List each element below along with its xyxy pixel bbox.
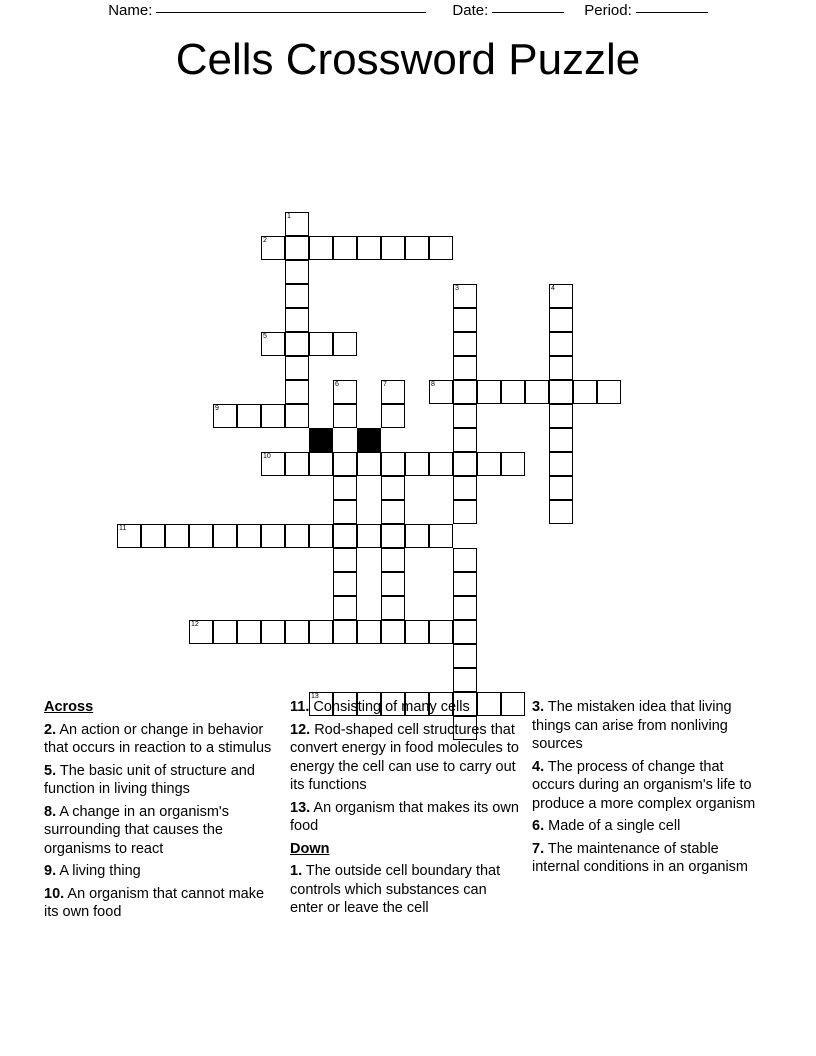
crossword-cell[interactable] [477, 452, 501, 476]
crossword-cell[interactable] [333, 404, 357, 428]
crossword-cell[interactable] [285, 284, 309, 308]
period-blank-line [636, 12, 708, 13]
crossword-cell[interactable] [285, 404, 309, 428]
crossword-cell[interactable] [549, 308, 573, 332]
crossword-cell[interactable] [429, 236, 453, 260]
clue-number: 8. [44, 803, 57, 820]
date-blank-line [492, 12, 564, 13]
clue-number: 10. [44, 885, 65, 902]
crossword-cell[interactable] [381, 572, 405, 596]
clue-number: 7. [532, 840, 545, 857]
clue-text: The mistaken idea that living things can arise from nonliving sources [532, 699, 732, 753]
crossword-cell[interactable] [453, 596, 477, 620]
crossword-cell[interactable] [549, 476, 573, 500]
crossword-cell[interactable] [453, 548, 477, 572]
clues-column-2 [286, 698, 528, 926]
crossword-cell[interactable] [549, 500, 573, 524]
crossword-cell[interactable] [357, 452, 381, 476]
clue-item [532, 817, 760, 836]
cell-number: 4 [551, 285, 555, 292]
cell-number: 2 [263, 237, 267, 244]
crossword-cell[interactable] [381, 452, 405, 476]
date-label: Date: [452, 2, 489, 19]
clue-text: A change in an organism's surrounding that causes the organisms to react [44, 803, 229, 857]
clue-number: 12. [290, 721, 311, 738]
crossword-cell[interactable] [261, 236, 285, 260]
crossword-cell[interactable] [309, 236, 333, 260]
cell-number: 12 [191, 621, 199, 628]
crossword-cell[interactable] [453, 308, 477, 332]
crossword-cell[interactable] [549, 404, 573, 428]
crossword-cell[interactable] [429, 452, 453, 476]
crossword-cell[interactable] [285, 380, 309, 404]
crossword-cell[interactable] [405, 452, 429, 476]
cell-number: 9 [215, 405, 219, 412]
page-title: Cells Crossword Puzzle [175, 35, 641, 84]
crossword-cell[interactable] [453, 452, 477, 476]
clues-column-3 [528, 698, 768, 926]
crossword-cell[interactable] [309, 332, 333, 356]
crossword-cell[interactable] [381, 596, 405, 620]
clue-text: Consisting of many cells [309, 699, 470, 715]
crossword-cell[interactable] [213, 404, 237, 428]
clue-text: Made of a single cell [544, 818, 681, 835]
crossword-cell[interactable] [261, 332, 285, 356]
crossword-cell[interactable] [381, 380, 405, 404]
crossword-cell[interactable] [189, 524, 213, 548]
crossword-cell[interactable] [453, 428, 477, 452]
crossword-cell[interactable] [165, 524, 189, 548]
crossword-cell[interactable] [357, 620, 381, 644]
clue-item [44, 721, 278, 758]
crossword-cell[interactable] [261, 524, 285, 548]
crossword-cell[interactable] [453, 620, 477, 644]
clues-section [44, 698, 784, 926]
crossword-cell[interactable] [381, 236, 405, 260]
crossword-cell[interactable] [381, 548, 405, 572]
clue-item [290, 698, 520, 717]
crossword-cell[interactable] [597, 380, 621, 404]
crossword-cell[interactable] [333, 500, 357, 524]
crossword-cell[interactable] [237, 524, 261, 548]
crossword-cell[interactable] [333, 548, 357, 572]
crossword-cell[interactable] [213, 524, 237, 548]
clue-text: An organism that cannot make its own food [44, 885, 265, 921]
clue-number: 13. [290, 799, 311, 816]
crossword-cell[interactable] [261, 452, 285, 476]
crossword-cell[interactable] [549, 428, 573, 452]
crossword-cell[interactable] [381, 404, 405, 428]
name-blank-line [156, 12, 426, 13]
clue-number: 5. [44, 762, 57, 779]
crossword-block [309, 428, 333, 452]
crossword-cell[interactable] [117, 524, 141, 548]
cell-number: 8 [431, 381, 435, 388]
clue-item [44, 762, 278, 799]
name-label: Name: [108, 2, 153, 19]
clue-number: 3. [532, 699, 545, 715]
crossword-cell[interactable] [285, 356, 309, 380]
clue-number: 1. [290, 863, 303, 880]
crossword-cell[interactable] [285, 260, 309, 284]
cell-number: 11 [119, 525, 127, 532]
crossword-cell[interactable] [333, 380, 357, 404]
crossword-cell[interactable] [453, 572, 477, 596]
crossword-cell[interactable] [549, 284, 573, 308]
clue-text: The outside cell boundary that controls which substances can enter or leave the cell [290, 863, 501, 917]
crossword-cell[interactable] [573, 380, 597, 404]
crossword-cell[interactable] [549, 356, 573, 380]
crossword-cell[interactable] [285, 332, 309, 356]
clue-item [44, 803, 278, 859]
clue-item [44, 885, 278, 922]
crossword-cell[interactable] [333, 572, 357, 596]
crossword-cell[interactable] [549, 452, 573, 476]
clue-item [44, 862, 278, 881]
cell-number: 3 [455, 285, 459, 292]
clue-item [532, 698, 760, 754]
crossword-cell[interactable] [405, 524, 429, 548]
clue-number: 4. [532, 758, 545, 775]
crossword-cell[interactable] [405, 236, 429, 260]
crossword-cell[interactable] [453, 644, 477, 668]
crossword-block [357, 428, 381, 452]
crossword-cell[interactable] [453, 380, 477, 404]
crossword-cell[interactable] [237, 404, 261, 428]
crossword-cell[interactable] [333, 524, 357, 548]
crossword-cell[interactable] [381, 500, 405, 524]
crossword-cell[interactable] [261, 404, 285, 428]
crossword-cell[interactable] [453, 404, 477, 428]
clue-item [290, 799, 520, 836]
crossword-cell[interactable] [213, 620, 237, 644]
crossword-cell[interactable] [285, 236, 309, 260]
across-heading: Across [44, 699, 94, 715]
clue-number: 9. [44, 863, 57, 880]
clue-text: Rod-shaped cell structures that convert energy in food molecules to energy the cell can use to carry out its functions [290, 721, 519, 794]
crossword-grid[interactable] [0, 104, 816, 704]
crossword-cell[interactable] [381, 620, 405, 644]
crossword-cell[interactable] [357, 524, 381, 548]
crossword-cell[interactable] [477, 380, 501, 404]
crossword-cell[interactable] [453, 500, 477, 524]
clues-column-1 [44, 698, 286, 926]
clue-item [532, 840, 760, 877]
crossword-cell[interactable] [453, 284, 477, 308]
period-label: Period: [584, 2, 632, 19]
clue-number: 6. [532, 818, 545, 835]
crossword-cell[interactable] [285, 308, 309, 332]
crossword-cell[interactable] [381, 524, 405, 548]
clue-item [290, 721, 520, 795]
crossword-cell[interactable] [285, 212, 309, 236]
crossword-cell[interactable] [285, 620, 309, 644]
cell-number: 6 [335, 381, 339, 388]
clue-item [290, 862, 520, 918]
crossword-cell[interactable] [501, 452, 525, 476]
crossword-cell[interactable] [453, 332, 477, 356]
crossword-cell[interactable] [309, 620, 333, 644]
crossword-cell[interactable] [333, 332, 357, 356]
clue-text: An action or change in behavior that occurs in reaction to a stimulus [44, 721, 272, 757]
clue-text: A living thing [56, 863, 141, 880]
clue-number: 11. [290, 699, 310, 715]
down-heading: Down [290, 840, 330, 857]
crossword-cell[interactable] [405, 620, 429, 644]
crossword-cell[interactable] [333, 452, 357, 476]
cell-number: 1 [287, 213, 291, 220]
crossword-cell[interactable] [549, 332, 573, 356]
crossword-cell[interactable] [309, 452, 333, 476]
student-info-header [0, 2, 816, 19]
crossword-cell[interactable] [309, 524, 333, 548]
crossword-cell[interactable] [261, 620, 285, 644]
crossword-cell[interactable] [453, 476, 477, 500]
clue-number: 2. [44, 721, 57, 738]
crossword-cell[interactable] [333, 596, 357, 620]
crossword-cell[interactable] [501, 380, 525, 404]
crossword-cell[interactable] [237, 620, 261, 644]
crossword-cell[interactable] [429, 620, 453, 644]
cell-number: 5 [263, 333, 267, 340]
clue-text: The basic unit of structure and function in living things [44, 762, 255, 798]
crossword-cell[interactable] [453, 668, 477, 692]
crossword-cell[interactable] [285, 452, 309, 476]
clue-text: The maintenance of stable internal conditions in an organism [532, 840, 749, 876]
crossword-cell[interactable] [333, 476, 357, 500]
crossword-cell[interactable] [333, 620, 357, 644]
clue-text: The process of change that occurs during an organism's life to produce a more complex organism [532, 758, 756, 812]
crossword-cell[interactable] [549, 380, 573, 404]
cell-number: 10 [263, 453, 271, 460]
crossword-cell[interactable] [453, 356, 477, 380]
crossword-cell[interactable] [429, 380, 453, 404]
crossword-cell[interactable] [381, 476, 405, 500]
crossword-cell[interactable] [333, 236, 357, 260]
crossword-cell[interactable] [189, 620, 213, 644]
clue-item [532, 758, 760, 814]
crossword-cell[interactable] [141, 524, 165, 548]
crossword-cell[interactable] [429, 524, 453, 548]
clue-text: An organism that makes its own food [290, 799, 519, 835]
crossword-cell[interactable] [285, 524, 309, 548]
cell-number: 7 [383, 381, 387, 388]
crossword-cell[interactable] [525, 380, 549, 404]
crossword-cell[interactable] [357, 236, 381, 260]
cell-number: 13 [311, 693, 319, 700]
